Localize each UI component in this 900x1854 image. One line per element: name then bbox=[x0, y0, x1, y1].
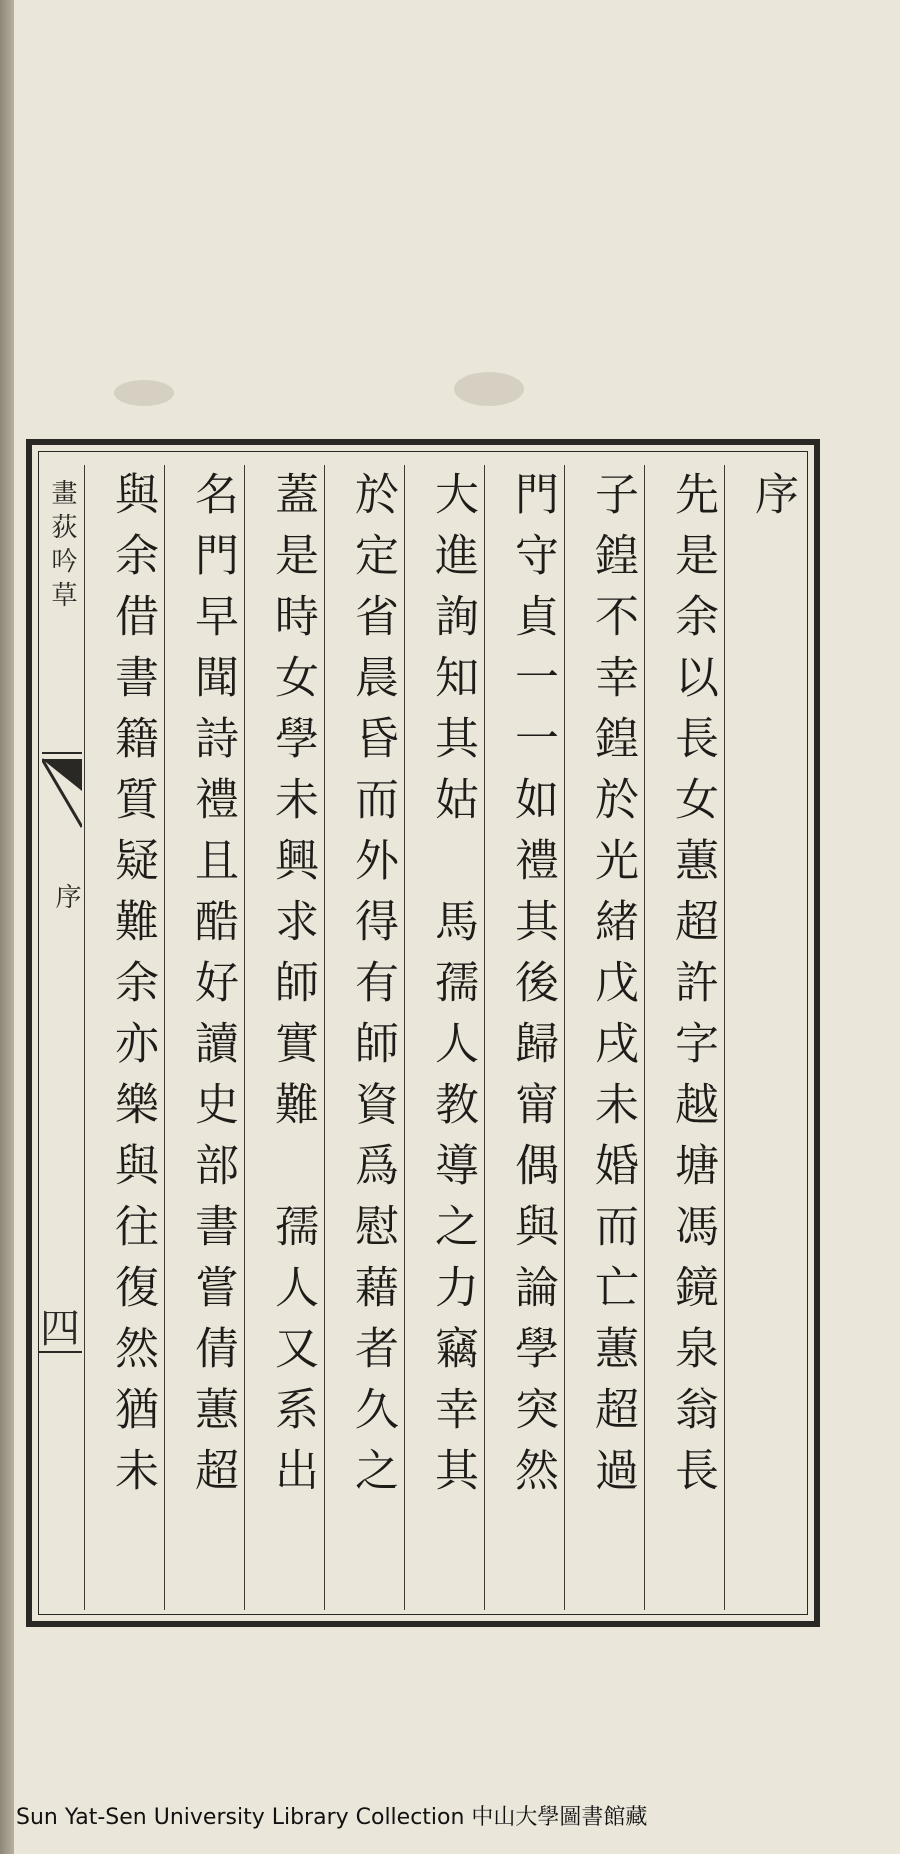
fish-tail-mark bbox=[42, 751, 82, 831]
margin-section-label: 序 bbox=[51, 883, 81, 909]
column-text: 蓋是時女學未興求師實難 孺人又系出 bbox=[267, 471, 318, 1508]
text-column bbox=[92, 471, 172, 1607]
library-watermark: Sun Yat-Sen University Library Collection 中山大學圖書館藏 bbox=[16, 1805, 648, 1830]
book-spine-edge bbox=[0, 0, 14, 1854]
text-column bbox=[492, 471, 572, 1607]
column-text: 與余借書籍質疑難余亦樂與往復然猶未 bbox=[107, 471, 158, 1508]
text-frame bbox=[26, 439, 820, 1627]
margin-book-title: 畫荻吟草 bbox=[47, 479, 77, 615]
ink-smudge bbox=[454, 372, 524, 406]
column-text: 先是余以長女蕙超許字越塘馮鏡泉翁長 bbox=[667, 471, 718, 1508]
preface-heading: 序 bbox=[747, 471, 798, 532]
column-text: 子鍠不幸鍠於光緒戊戌未婚而亡蕙超過 bbox=[587, 471, 638, 1508]
column-text: 大進詢知其姑 馬孺人教導之力竊幸其 bbox=[427, 471, 478, 1508]
column-rule bbox=[404, 465, 405, 1610]
text-column bbox=[412, 471, 492, 1607]
column-rule bbox=[724, 465, 725, 1610]
text-column bbox=[172, 471, 252, 1607]
text-column bbox=[572, 471, 652, 1607]
column-rule bbox=[84, 465, 85, 1610]
text-column bbox=[332, 471, 412, 1607]
column-rule bbox=[164, 465, 165, 1610]
column-text: 於定省晨昏而外得有師資爲慰藉者久之 bbox=[347, 471, 398, 1508]
column-rule bbox=[244, 465, 245, 1610]
column-rule bbox=[484, 465, 485, 1610]
text-column bbox=[252, 471, 332, 1607]
ink-smudge bbox=[114, 380, 174, 406]
column-text: 門守貞一一如禮其後歸甯偶與論學突然 bbox=[507, 471, 558, 1508]
margin-rule bbox=[38, 1351, 82, 1353]
page-sheet bbox=[14, 0, 900, 1854]
margin-column bbox=[38, 471, 84, 1607]
text-column bbox=[652, 471, 732, 1607]
column-rule bbox=[564, 465, 565, 1610]
column-rule bbox=[644, 465, 645, 1610]
text-column-heading bbox=[732, 471, 812, 1607]
column-text: 名門早聞詩禮且酷好讀史部書嘗倩蕙超 bbox=[187, 471, 238, 1508]
margin-page-number: 四 bbox=[40, 1306, 80, 1352]
column-rule bbox=[324, 465, 325, 1610]
